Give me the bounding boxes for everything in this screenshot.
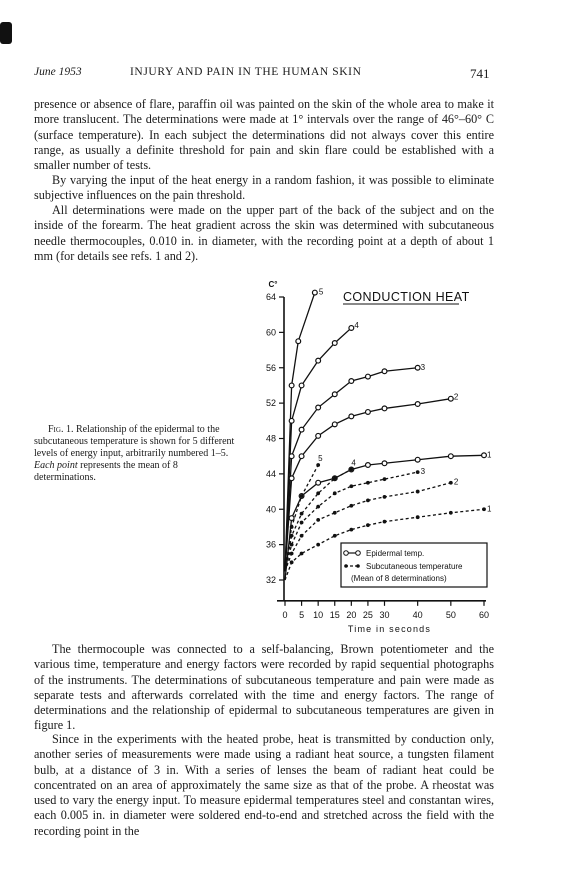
x-tick-label: 50 [445, 609, 456, 620]
data-point-epidermal [382, 406, 387, 411]
data-point-epidermal [382, 369, 387, 374]
data-point-subcutaneous [300, 534, 304, 538]
series-label-epidermal: 5 [318, 287, 324, 297]
data-point-subcutaneous [366, 481, 370, 485]
body-paragraph: All determinations were made on the upper part of the back of the subject and on the inside of the forearm. The heat gradient across the skin was determined with subcutaneous needle thermocouples, 0.010 in. in diameter, with the recording point at a depth of about 1 mm (for details see refs. 1 and 2). [34, 203, 494, 263]
running-header-title: INJURY AND PAIN IN THE HUMAN SKIN [130, 66, 362, 78]
data-point-subcutaneous [333, 534, 337, 538]
data-point-epidermal [332, 392, 337, 397]
data-point-epidermal [448, 396, 453, 401]
data-point-subcutaneous [349, 528, 353, 532]
page-number: 741 [470, 66, 490, 81]
data-point-epidermal [316, 480, 321, 485]
body-paragraph: presence or absence of flare, paraffin oil was painted on the skin of the whole area to make it more translucent. The determinations were made at 1° intervals over the range of 46°–60° C (surface temperature). In each subject the determinations did not always cover this entire range, as usually a definite threshold for pain and skin flare could be established with a smaller number of tests. [34, 97, 494, 173]
x-tick-label: 20 [346, 609, 357, 620]
data-point-subcutaneous [383, 477, 387, 481]
y-tick-label: 64 [265, 292, 276, 302]
data-point-epidermal [366, 374, 371, 379]
data-point-epidermal [482, 453, 487, 458]
data-point-epidermal [332, 341, 337, 346]
data-point-epidermal [316, 433, 321, 438]
figure-label: Fig. 1. [48, 424, 74, 435]
series-label-subcutaneous: 2 [453, 477, 459, 487]
series-label-subcutaneous: 4 [351, 458, 356, 468]
data-point-subcutaneous [416, 470, 420, 474]
data-point-epidermal [366, 410, 371, 415]
data-point-subcutaneous [449, 511, 453, 515]
x-tick-label: 5 [299, 609, 305, 620]
data-point-subcutaneous [366, 499, 370, 503]
data-point-subcutaneous [333, 491, 337, 495]
x-tick-label: 10 [313, 609, 324, 620]
series-label-epidermal: 3 [420, 362, 426, 372]
series-label-subcutaneous: 5 [318, 454, 323, 464]
data-point-subcutaneous [316, 491, 320, 495]
data-point-subcutaneous [449, 481, 453, 485]
data-point-subcutaneous [300, 552, 304, 556]
data-point-epidermal [349, 414, 354, 419]
data-point-epidermal [312, 290, 317, 295]
data-point-subcutaneous [316, 543, 320, 547]
data-point-epidermal [349, 326, 354, 331]
chart-title: CONDUCTION HEAT [343, 290, 470, 304]
x-tick-label: 30 [379, 609, 390, 620]
series-label-epidermal: 4 [354, 320, 359, 330]
data-point-epidermal [299, 383, 304, 388]
y-tick-label: 32 [265, 575, 276, 585]
series-label-epidermal: 1 [487, 450, 492, 460]
data-point-epidermal [349, 379, 354, 384]
x-tick-label: 15 [329, 609, 340, 620]
y-tick-label: 60 [265, 327, 276, 338]
data-point-subcutaneous [482, 507, 486, 511]
y-tick-label: 48 [265, 433, 276, 444]
data-point-epidermal [299, 427, 304, 432]
legend-subcutaneous-marker [344, 564, 348, 568]
data-point-epidermal [296, 339, 301, 344]
body-paragraph: The thermocouple was connected to a self-balancing, Brown potentiometer and the various time, temperature and energy factors were recorded by rapid sequential photographs of the instruments. The determinations of subcutaneous temperature and pain were made as separate tests and afterwards correlated with the time and energy factors. The range of determinations and the relationship of epidermal to subcutaneous temperatures are given in figure 1. [34, 642, 494, 733]
legend-entry-epidermal: Epidermal temp. [366, 549, 425, 558]
legend-epidermal-marker [356, 551, 361, 556]
data-point-epidermal [289, 418, 294, 423]
data-point-epidermal [289, 454, 294, 459]
data-point-subcutaneous [290, 525, 294, 529]
running-header-date: June 1953 [34, 66, 82, 78]
data-point-epidermal [366, 463, 371, 468]
y-tick-label: 40 [265, 504, 276, 515]
x-tick-label: 40 [412, 609, 423, 620]
data-point-subcutaneous [290, 534, 294, 538]
data-point-subcutaneous [290, 560, 294, 564]
data-point-subcutaneous [316, 505, 320, 509]
data-point-epidermal [316, 405, 321, 410]
data-point-epidermal [448, 454, 453, 459]
legend-epidermal-marker [344, 551, 349, 556]
data-point-subcutaneous [366, 523, 370, 527]
legend-note: (Mean of 8 determinations) [351, 574, 447, 583]
series-label-epidermal: 2 [453, 392, 459, 402]
data-point-subcutaneous [349, 468, 353, 472]
body-paragraph: By varying the input of the heat energy in a random fashion, it was possible to eliminate subjective influences on the pain threshold. [34, 173, 494, 203]
y-tick-label: 52 [265, 398, 276, 409]
data-point-subcutaneous [290, 543, 294, 547]
data-point-epidermal [415, 365, 420, 370]
body-paragraph: Since in the experiments with the heated probe, heat is transmitted by conduction only, another series of measurements were made using a radiant heat source, a tungsten filament bulb, at a distance of 3 in. With a series of lenses the beam of radiant heat could be concentrated on an area of approximately the same size as that of the probe. A rheostat was used to vary the energy input. To measure epidermal temperatures steel and constantan wires, each 0.005 in. in diameter were soldered end-to-end and stretched across the field with the recording point in the [34, 732, 494, 838]
x-tick-label: 25 [362, 609, 373, 620]
y-tick-label: 56 [265, 362, 276, 373]
y-tick-label: 36 [265, 539, 276, 550]
data-point-subcutaneous [300, 512, 304, 516]
data-point-subcutaneous [416, 515, 420, 519]
y-axis-label: C° [268, 280, 278, 289]
data-point-subcutaneous [333, 511, 337, 515]
data-point-epidermal [299, 454, 304, 459]
data-point-subcutaneous [333, 476, 337, 480]
data-point-subcutaneous [316, 463, 320, 467]
x-tick-label: 0 [282, 609, 288, 620]
data-point-subcutaneous [416, 490, 420, 494]
data-point-epidermal [415, 402, 420, 407]
data-point-subcutaneous [383, 495, 387, 499]
caption-text: Relationship of the epidermal to the subcutaneous temperature is shown for 5 different levels of energy input, arbitrarily numbered 1–5. [34, 424, 235, 459]
data-point-subcutaneous [290, 552, 294, 556]
data-point-epidermal [382, 461, 387, 466]
caption-emphasis: Each point [34, 460, 78, 471]
data-point-subcutaneous [300, 494, 304, 498]
data-point-subcutaneous [349, 504, 353, 508]
data-point-subcutaneous [316, 518, 320, 522]
series-label-subcutaneous: 3 [420, 467, 426, 477]
data-point-subcutaneous [349, 484, 353, 488]
data-point-epidermal [289, 383, 294, 388]
x-tick-label: 60 [478, 609, 490, 620]
data-point-epidermal [332, 422, 337, 427]
data-point-epidermal [415, 457, 420, 462]
caption-text-end: represents the mean of 8 determinations. [34, 460, 178, 483]
x-axis-label: Time in seconds [347, 623, 432, 634]
data-point-subcutaneous [383, 520, 387, 524]
series-label-subcutaneous: 1 [487, 504, 492, 514]
data-point-epidermal [289, 476, 294, 481]
legend-entry-subcutaneous: Subcutaneous temperature [366, 562, 463, 571]
y-tick-label: 44 [265, 468, 276, 479]
data-point-subcutaneous [300, 521, 304, 525]
data-point-epidermal [316, 358, 321, 363]
legend-subcutaneous-marker [356, 564, 360, 568]
